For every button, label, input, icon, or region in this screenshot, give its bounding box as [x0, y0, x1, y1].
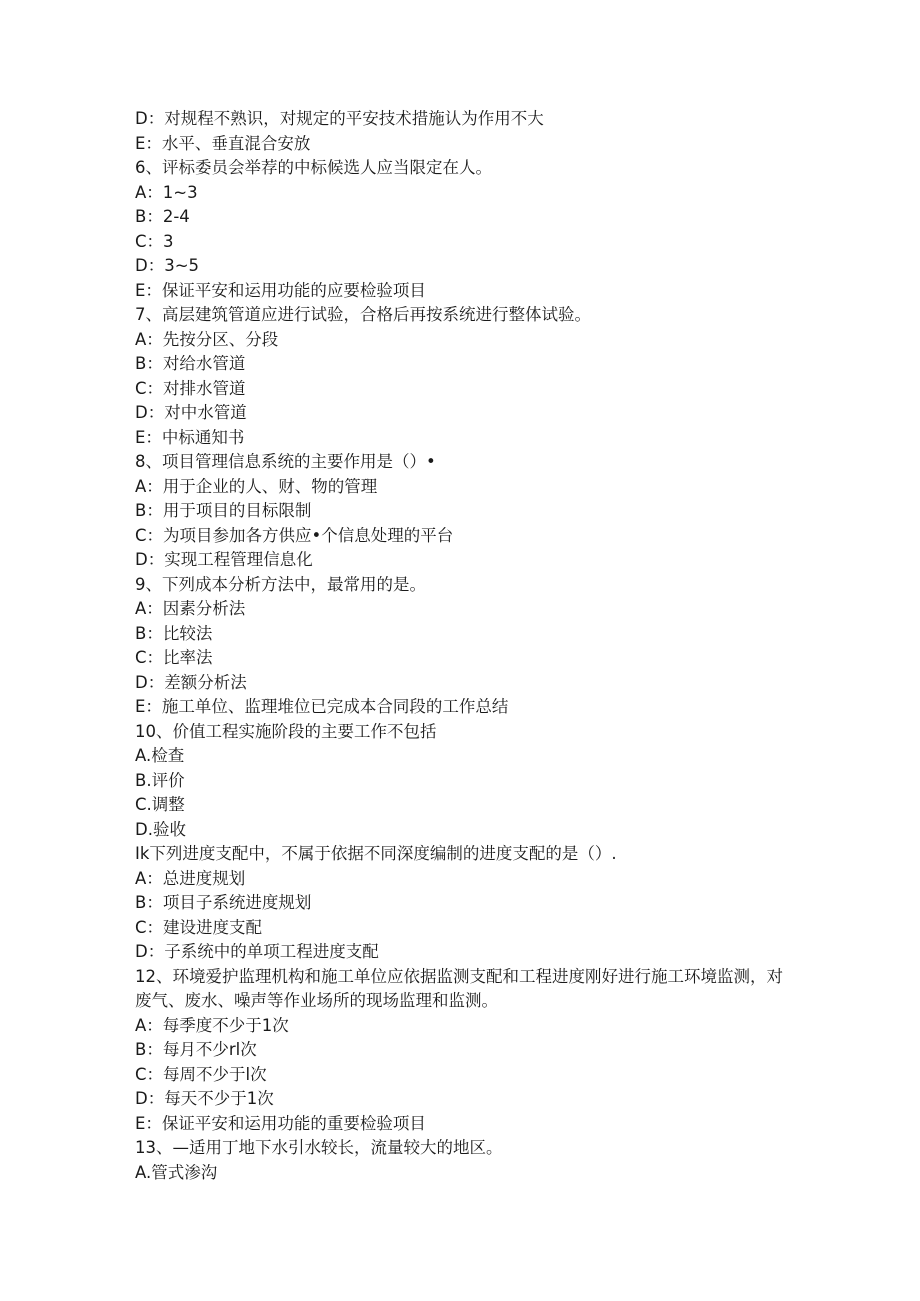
question-11: Ik下列进度支配中，不属于依据不同深度编制的进度支配的是（）.: [135, 844, 617, 863]
option-line: B：对给水管道: [135, 354, 246, 373]
option-line: B：2-4: [135, 207, 190, 226]
option-line: C：每周不少于l次: [135, 1064, 267, 1084]
question-9: 9、下列成本分析方法中，最常用的是。: [135, 574, 426, 594]
option-line: C：建设进度支配: [135, 917, 263, 937]
option-line: B：每月不少rl次: [135, 1040, 257, 1059]
option-line: D：每天不少于1次: [135, 1089, 274, 1108]
option-line: B.评价: [135, 770, 185, 790]
option-line: A：先按分区、分段: [135, 329, 279, 349]
option-line: C：对排水管道: [135, 378, 246, 398]
question-8: 8、项目管理信息系统的主要作用是（）•: [135, 452, 436, 471]
option-line: D：实现工程管理信息化: [135, 550, 313, 569]
option-line: D：子系统中的单项工程进度支配: [135, 942, 379, 961]
option-line: B：用于项目的目标限制: [135, 501, 312, 520]
text-line: D：对规程不熟识，对规定的平安技术措施认为作用不大: [135, 109, 544, 128]
question-10: 10、价值工程实施阶段的主要工作不包括: [135, 721, 437, 741]
option-line: E：施工单位、监理堆位已完成本合同段的工作总结: [135, 697, 509, 716]
option-line: D：对中水管道: [135, 403, 247, 422]
option-line: D：差额分析法: [135, 672, 247, 692]
option-line: B：比较法: [135, 623, 213, 643]
document-page: [135, 107, 795, 1185]
option-line: C：比率法: [135, 648, 213, 667]
option-line: C.调整: [135, 795, 185, 814]
option-line: E：中标通知书: [135, 427, 245, 447]
option-line: D：3~5: [135, 256, 200, 275]
option-line: C：3: [135, 231, 174, 251]
option-line: A：因素分析法: [135, 599, 246, 618]
option-line: A：每季度不少于1次: [135, 1015, 289, 1035]
question-12: 12、环境爱护监理机构和施工单位应依据监测支配和工程进度刚好进行施工环境监测，对废气、废水、噪声等作业场所的现场监理和监测。: [135, 966, 783, 1010]
question-13: 13、—适用丁地下水引水较长，流量较大的地区。: [135, 1138, 503, 1157]
option-line: A.管式渗沟: [135, 1162, 218, 1182]
option-line: A.检查: [135, 746, 185, 765]
option-line: B：项目子系统进度规划: [135, 893, 312, 912]
option-line: C：为项目参加各方供应•个信息处理的平台: [135, 525, 454, 545]
question-6: 6、评标委员会举荐的中标候选人应当限定在人。: [135, 158, 492, 177]
option-line: E：保证平安和运用功能的重要检验项目: [135, 1113, 426, 1133]
question-7: 7、高层建筑管道应进行试验，合格后再按系统进行整体试验。: [135, 305, 591, 324]
option-line: A：1~3: [135, 182, 198, 202]
text-line: E：水平、垂直混合安放: [135, 133, 311, 153]
option-line: E：保证平安和运用功能的应要检验项目: [135, 280, 426, 300]
option-line: A：总进度规划: [135, 868, 246, 888]
option-line: A：用于企业的人、财、物的管理: [135, 476, 378, 496]
option-line: D.验收: [135, 819, 186, 839]
